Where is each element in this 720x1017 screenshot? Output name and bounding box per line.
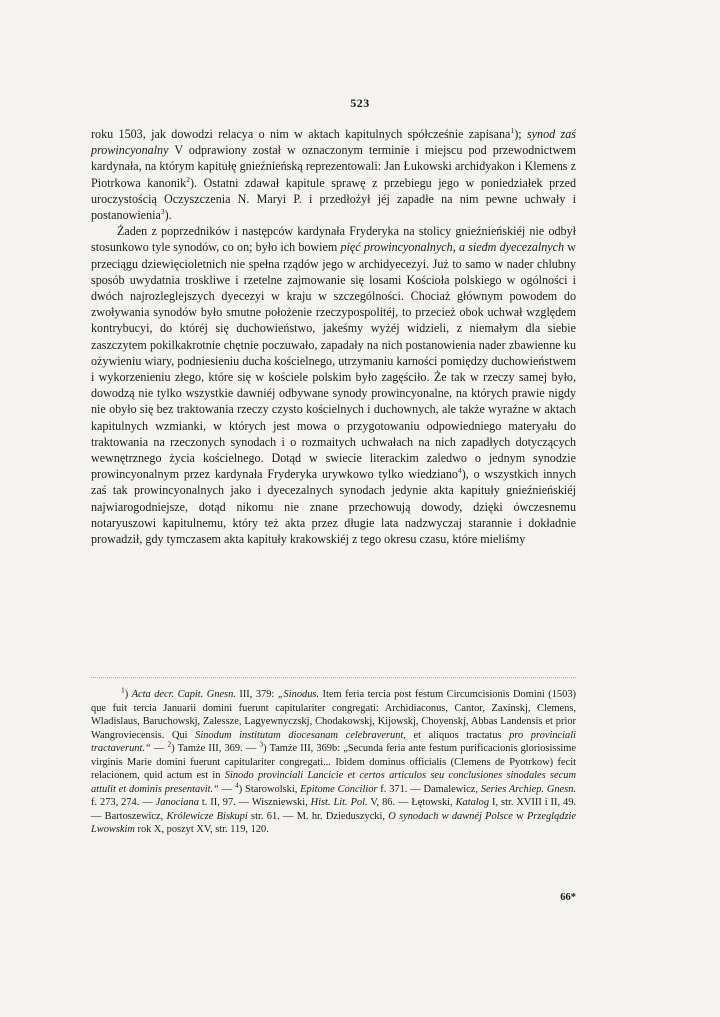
- text-run: f. 273, 274. —: [91, 797, 156, 808]
- text-run: Starowolski,: [242, 783, 301, 795]
- italic-run: Epitome Concilior: [300, 783, 378, 795]
- text-run: ), o wszystkich innych zaś tak prowincyonalnych jako i dyecezalnych synodach jedynie akta kapituły gnieźnieńskiéj najwiarogodniejsze, dotąd nikomu nie znane przechowują dowody, dzięki ówczesnemu notaryuszowi kapitulnemu, który też akta przez długie lata nadzwyczaj starannie i dokładnie prowadził, gdy tymczasem akta kapituły krakowskiéj z tego okresu czasu, które mieliśmy: [91, 467, 576, 547]
- main-text: [91, 126, 576, 547]
- footnote-marker-3: 3: [259, 739, 264, 749]
- text-run: V, 86. — Łętowski,: [367, 797, 456, 808]
- page-number: 523: [350, 96, 370, 110]
- text-run: rok X, poszyt XV, str. 119, 120.: [134, 824, 269, 835]
- italic-run: „Sinodus.: [277, 689, 320, 700]
- text-run: ).: [164, 208, 172, 223]
- text-run: —: [218, 783, 235, 795]
- italic-run: pięć prowincyonalnych, a siedm dyecezalnych: [340, 240, 565, 255]
- footnote-ref-2[interactable]: 2: [186, 174, 190, 184]
- text-run: I, str. XVIII i II, 49. — Bartoszewicz,: [91, 797, 577, 822]
- paragraph-2: [91, 223, 576, 547]
- italic-run: Przeglądzie Lwowskim: [91, 810, 576, 835]
- footnote-divider: [91, 677, 576, 678]
- text-run: Tamże III, 369b: „Secunda feria ante festum purificacionis gloriosissime virginis Marie domini fuerunt capitulariter congregati... Ibidem dominus officialis (Clemens de Pyotrkow) fecit relacionem, quid actum est in: [91, 743, 576, 781]
- text-run: III, 379:: [235, 689, 278, 700]
- footnotes: [91, 685, 577, 837]
- italic-run: Hist. Lit. Pol.: [310, 797, 368, 808]
- footnote-marker-2: 2: [167, 739, 172, 749]
- footnote-ref-3[interactable]: 3: [160, 206, 165, 216]
- footnote-marker-4: 4: [235, 780, 239, 790]
- footnote-ref-4[interactable]: 4: [457, 466, 462, 476]
- footnote-ref-1[interactable]: 1: [510, 125, 515, 135]
- footnote-block: $^1$) Acta decr. Capit. Gnesn. III, 379: „Sinodus. Item feria tercia post festum Circumcisionis Domini (1503) que fuit tercia Januarii domini fuerunt capitulariter congregati: Archidiaconus, Cantor, Zaxinskj, Clemens, Wladislaus, Baruchowskj, Zalessze, Lagyewnyczskj, Chodakowskj, Kijowskj, Choyenskj, Abbas Landensis et prior Wangroviecensis. Qui Sinodum institutam diocesanam celebraverunt, et aliquos tractatus pro provinciali tractaverunt.“ — $^2$) Tamże III, 369. — $^3$) Tamże III, 369b: „Secunda feria ante festum purificacionis gloriosissime virginis Marie domini fuerunt capitulariter congregati... Ibidem dominus officialis (Clemens de Pyotrkow) fecit relacionem, quid actum est in Sinodo provinciali Lanciciе et certos articulos seu conclusiones sinodales secum attulit et dominis presentavit.“ — $^4$) Starowolski, Epitome Concilior f. 371. — Damalewicz, Series Archiep. Gnesn. f. 273, 274. — Janociana t. II, 97. — Wiszniewski, Hist. Lit. Pol. V, 86. — Łętowski, Katalog I, str. XVIII i II, 49. — Bartoszewicz, Królewicze Biskupi str. 61. — M. hr. Dzieduszycki, O synodach w dawnéj Polsce w Przeglądzie Lwowskim rok X, poszyt XV, str. 119, 120.: [91, 685, 577, 835]
- text-run: ). Ostatni zdawał kapitule sprawę z przebiegu jego w poniedziałek przed uroczystością Oczyszczenia N. Maryi P. i przedłożył jéj zapadłe na nim pewne uchwały i postanowienia: [91, 175, 576, 223]
- italic-run: Series Archiep. Gnesn.: [480, 783, 576, 795]
- italic-run: pro provinciali tractaverunt.“: [91, 729, 576, 754]
- text-run: V odprawiony został w oznaczonym terminie i miejscu pod przewodnictwem kardynała, na którym kapitułę gnieźnieńską reprezentowali: Jan Łukowski archidyakon i Klemens z Piotrkowa kanonik: [91, 143, 576, 190]
- text-run: et aliquos tractatus: [405, 729, 510, 741]
- italic-run: Acta decr. Capit. Gnesn.: [131, 689, 236, 700]
- paragraph-1: [91, 126, 576, 223]
- footnote-marker-1: 1: [121, 685, 125, 695]
- text-run: Żaden z poprzedników i następców kardynała Fryderyka na stolicy gnieźnieńskiéj nie odbył stosunkowo tyle synodów, co on; było ich bowiem: [91, 224, 576, 255]
- text-run: t. II, 97. — Wiszniewski,: [198, 797, 311, 808]
- italic-run: Katalog: [455, 797, 490, 808]
- italic-run: Sinodo provinciali Lanciciе et certos articulos seu conclusiones sinodales secum attulit et dominis presentavit.“: [91, 770, 576, 795]
- italic-run: Janociana: [155, 797, 199, 808]
- text-run: f. 371. — Damalewicz,: [377, 783, 481, 795]
- text-run: Tamże III, 369. —: [174, 743, 260, 754]
- italic-run: Królewicze Biskupi: [166, 810, 248, 822]
- italic-run: synod zaś prowincyonalny: [91, 127, 576, 158]
- italic-run: Sinodum institutam diocesanam celebraverunt,: [195, 729, 406, 741]
- italic-run: O synodach w dawnéj Polsce: [388, 810, 513, 822]
- text-run: w: [512, 810, 527, 822]
- text-run: roku 1503, jak dowodzi relacya o nim w aktach kapitulnych spółcześnie zapisana: [91, 127, 511, 141]
- text-run: Item feria tercia post festum Circumcisionis Domini (1503) que fuit tercia Januarii domini fuerunt capitulariter congregati: Archidiaconus, Cantor, Zaxinskj, Clemens, Wladislaus, Baruchowskj, Zalessze, Lagyewnyczskj, Chodakowskj, Kijowskj, Choyenskj, Abbas Landensis et prior Wangroviecensis. Qui: [91, 689, 576, 741]
- printer-signature-mark: 66*: [560, 892, 576, 903]
- text-run: —: [150, 743, 168, 754]
- text-run: str. 61. — M. hr. Dzieduszycki,: [247, 810, 389, 822]
- text-run: w przeciągu dziewięcioletnich nie spełna rządów jego w archidyecezyi. Już to samo w nader chlubny sposób uwydatnia troskliwe i rzetelne zajmowanie się losami Kościoła polskiego w ogólności i dwóch najrozleglejszych dyecezyi w kraju w szczególności. Chociaż głównym powodem do zwoływania synodów było smutne położenie rzeczypospolitéj, to przecież obok uchwał względem kontrybucyi, do któréj się duchowieństwo, jakeśmy wyżéj widzieli, z niemałym dla siebie zaszczytem pokilkakrotnie chętnie poczuwało, zapadały na nich postanowienia nader zbawienne ku ożywieniu wiary, podniesieniu ducha kościelnego, utrzymaniu karności pomiędzy duchowieństwem i wykorzenieniu złego, które się w kościele polskim było zagęściło. Że tak w rzeczy samej było, dowodzą nie tylko wszystkie dawniéj odbywane synody prowincyonalne, na których prawie nigdy nie obyło się bez traktowania rzeczy czysto kościelnych i duchownych, ale także wyraźne w aktach kapitulnych wzmianki, w których jest mowa o przygotowaniu odpowiedniego materyału do traktowania na rzeczonych synodach i o rozmaitych uchwałach na nich zapadłych dotyczących wewnętrznego życia kościelnego. Dotąd w swiecie literackim zaledwo o jednym synodzie prowincyonalnym przez kardynała Fryderyka urywkowo tylko wiedziano: [91, 240, 576, 482]
- text-run: );: [514, 127, 527, 141]
